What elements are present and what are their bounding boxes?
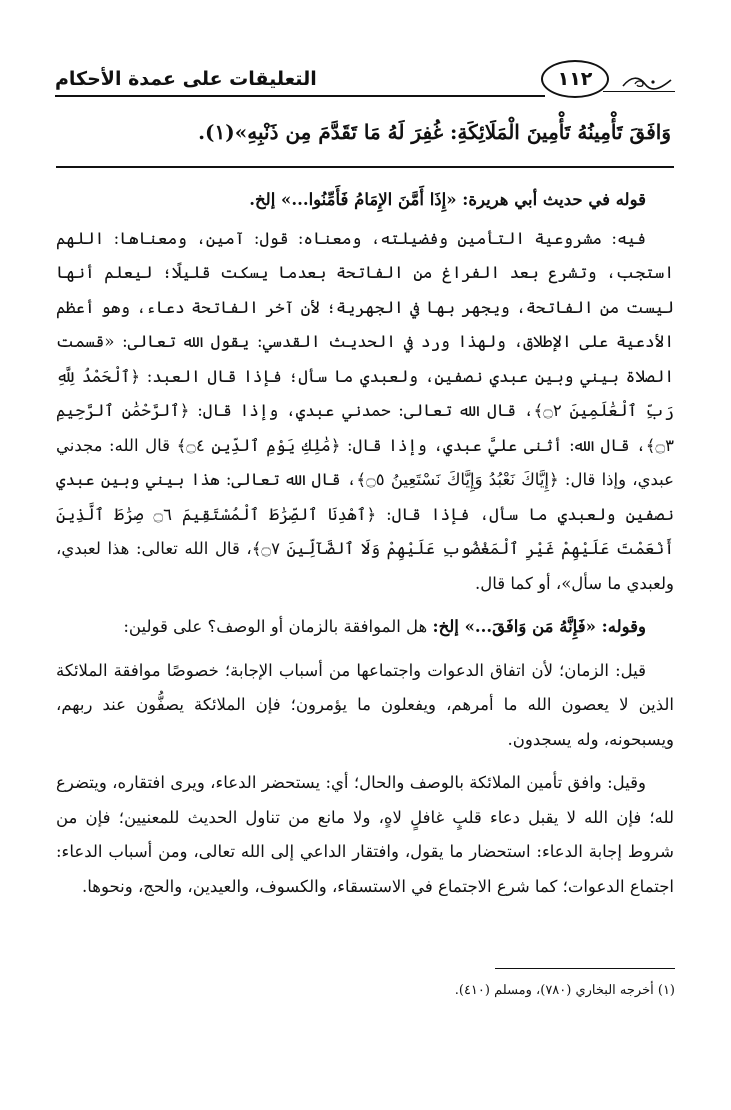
page-number: ١١٢ — [541, 60, 609, 98]
paragraph-5 — [56, 766, 674, 904]
paragraph-3-text: هل الموافقة بالزمان أو الوصف؟ على قولين: — [123, 617, 433, 636]
main-text — [56, 183, 674, 913]
paragraph-4-text: قيل: الزمان؛ لأن اتفاق الدعوات واجتماعها من أسباب الإجابة؛ خصوصًا موافقة الملائكة الذين لا يعصون الله ما أمرهم، ويفعلون ما يؤمرون؛ فإن الملائكة يصفُّون عند ربهم، ويسبحونه، وله يسجدون. — [56, 660, 674, 749]
paragraph-4 — [56, 654, 674, 758]
paragraph-3-lead: وقوله: «فَإِنَّهُ مَن وَافَقَ...» إلخ: — [432, 617, 646, 636]
paragraph-2 — [56, 222, 674, 602]
header-rule — [55, 95, 545, 97]
book-title: التعليقات على عمدة الأحكام — [55, 68, 317, 90]
ornament-icon — [621, 72, 673, 92]
paragraph-1 — [56, 183, 674, 218]
top-rule — [56, 166, 674, 168]
running-header — [55, 58, 675, 108]
footnote-1: (١) أخرجه البخاري (٧٨٠)، ومسلم (٤١٠). — [454, 983, 675, 998]
footnote-rule — [495, 968, 675, 969]
paragraph-2-text: فيه: مشروعية التأمين وفضيلته، ومعناه: قول: آمين، ومعناها: اللهم استجب، وتشرع بعد الفراغ من الفاتحة بعدما يسكت قليلًا؛ ليعلم أنها ليست من الفاتحة، ويجهر بها في الجهرية؛ لأن آخر الفاتحة دعاء، وهو أعظم الأدعية على الإطلاق، ولهذا ورد في الحديث القدسي: يقول الله تعالى: «قسمت الصلاة بيني وبين عبدي نصفين، ولعبدي ما سأل؛ فإذا قال العبد: ﴿ٱلْحَمْدُ لِلَّهِ رَبِّ ٱلْعَٰلَمِينَ ۝٢﴾، قال الله تعالى: حمدني عبدي، وإذا قال: ﴿ٱلرَّحْمَٰنِ ٱلرَّحِيمِ ۝٣﴾، قال الله: أثنى عليَّ عبدي، وإذا قال: ﴿مَٰلِكِ يَوْمِ ٱلدِّينِ ۝٤﴾ قال الله: مجدني عبدي، وإذا قال: ﴿إِيَّاكَ نَعْبُدُ وَإِيَّاكَ نَسْتَعِينُ ۝٥﴾، قال الله تعالى: هذا بيني وبين عبدي نصفين ولعبدي ما سأل، فإذا قال: ﴿ٱهْدِنَا ٱلصِّرَٰطَ ٱلْمُسْتَقِيمَ ۝٦ صِرَٰطَ ٱلَّذِينَ أَنْعَمْتَ عَلَيْهِمْ غَيْرِ ٱلْمَغْضُوبِ عَلَيْهِمْ وَلَا ٱلضَّآلِّينَ ۝٧﴾، قال الله تعالى: هذا لعبدي، ولعبدي ما سأل»، أو كما قال. — [56, 228, 675, 593]
paragraph-1-lead: قوله في حديث أبي هريرة: «إِذَا أَمَّنَ الإِمَامُ فَأَمِّنُوا...» إلخ. — [249, 190, 646, 209]
paragraph-3 — [56, 610, 674, 645]
paragraph-5-text: وقيل: وافق تأمين الملائكة بالوصف والحال؛ أي: يستحضر الدعاء، ويرى افتقاره، ويتضرع لله؛ فإن الله لا يقبل دعاء قلبٍ غافلٍ لاهٍ، ولا مانع من تناول الحديث للمعنيين؛ فإن من شروط إجابة الدعاء: استحضار ما يقول، وافتقار الداعي إلى الله تعالى، ومن أسباب الدعاء: اجتماع الدعوات؛ كما شرع الاجتماع في الاستسقاء، والكسوف، والعيدين، والحج، ونحوها. — [56, 773, 674, 896]
carry-over-quote: وَافَقَ تَأْمِينُهُ تَأْمِينَ الْمَلَائِكَةِ: غُفِرَ لَهُ مَا تَقَدَّمَ مِن ذَنْبِهِ»(١). — [198, 120, 671, 144]
